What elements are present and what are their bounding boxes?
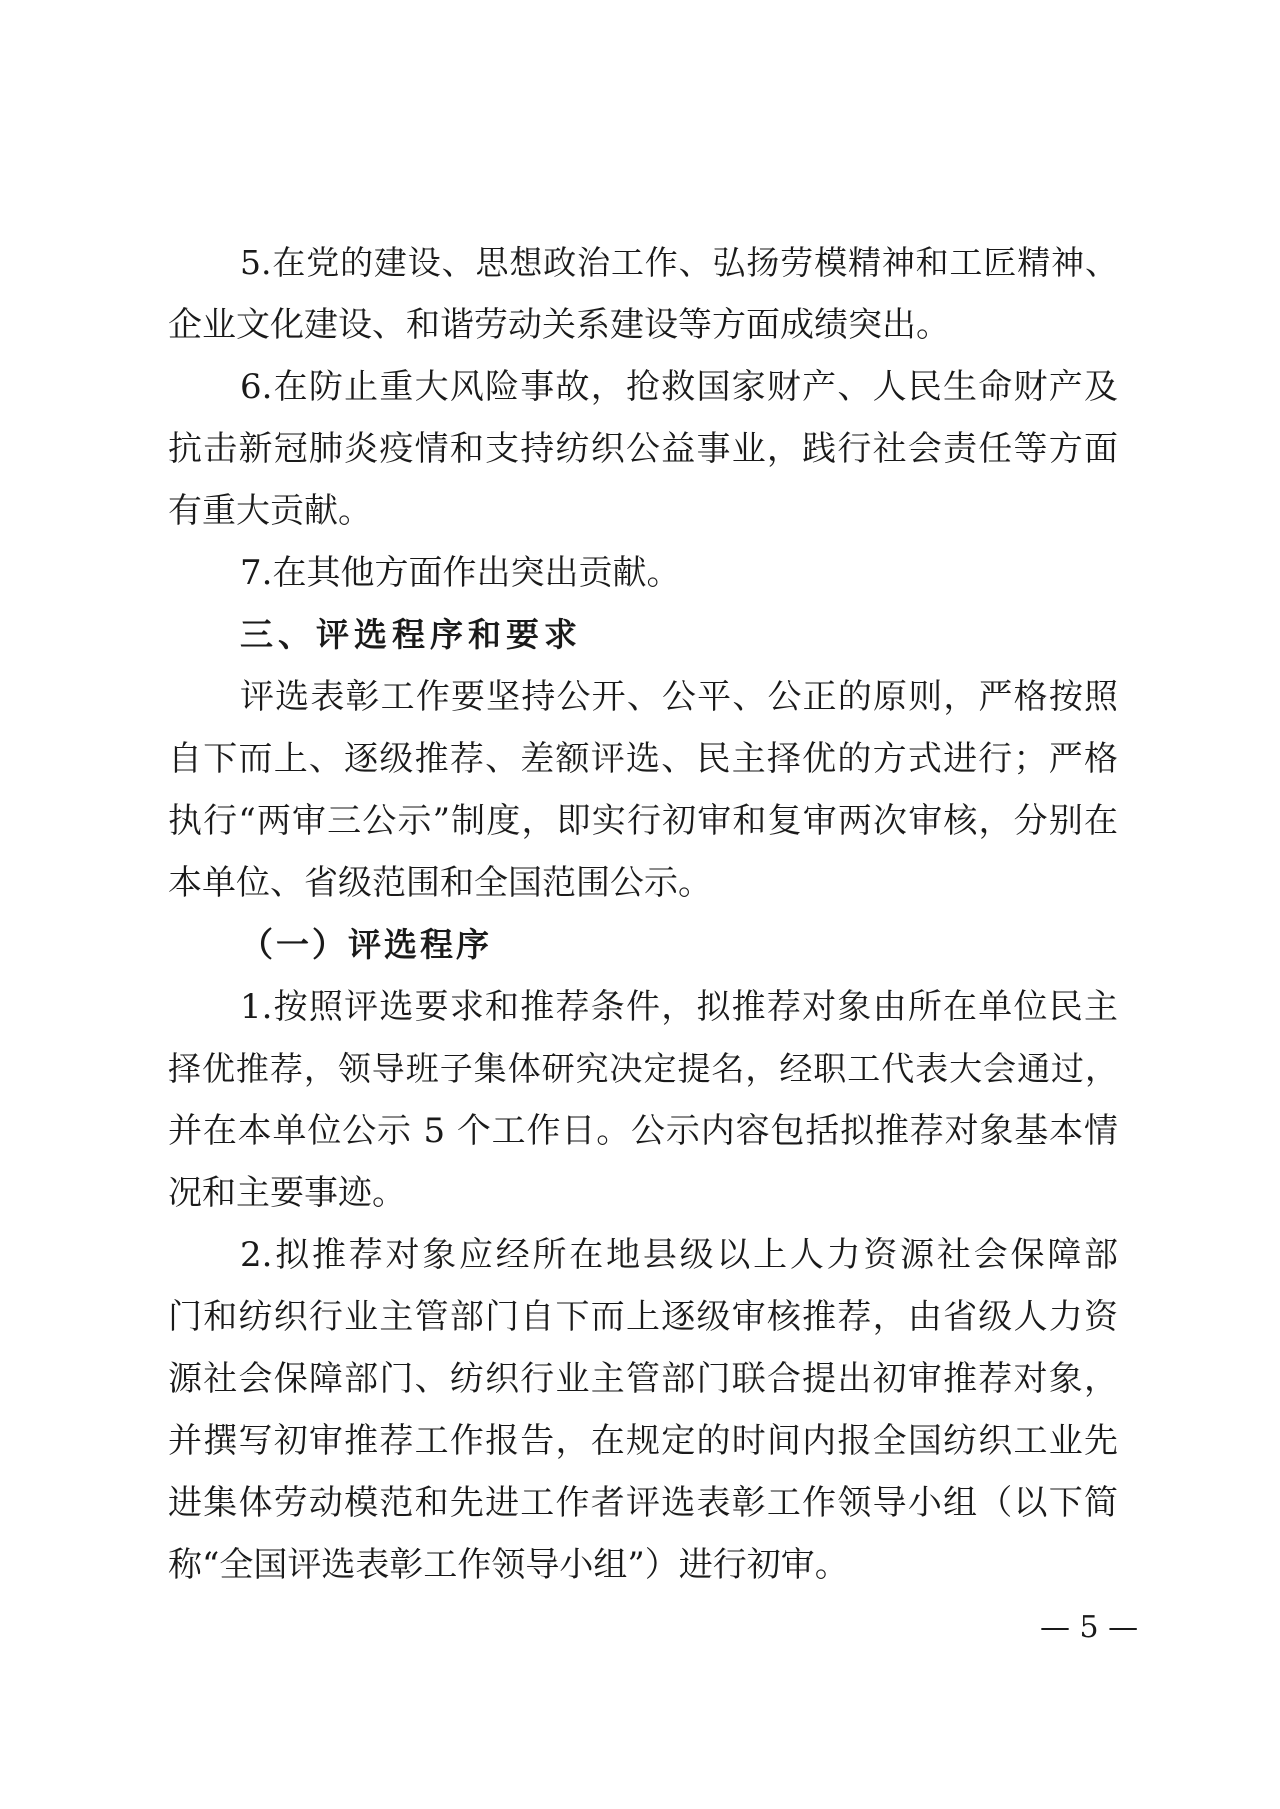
- paragraph-line: 况和主要事迹。: [168, 1173, 406, 1213]
- paragraph-line: 评选表彰工作要坚持公开、公平、公正的原则，严格按照: [240, 677, 1118, 717]
- page-number: — 5 —: [1040, 1610, 1139, 1645]
- subsection-heading: （一）评选程序: [240, 925, 492, 964]
- paragraph-line: 源社会保障部门、纺织行业主管部门联合提出初审推荐对象，: [168, 1359, 1118, 1399]
- paragraph-line: 并在本单位公示 5 个工作日。公示内容包括拟推荐对象基本情: [168, 1111, 1118, 1151]
- paragraph-line: 本单位、省级范围和全国范围公示。: [168, 863, 712, 903]
- paragraph-line: 择优推荐，领导班子集体研究决定提名，经职工代表大会通过，: [168, 1049, 1118, 1088]
- paragraph-line: 7.在其他方面作出突出贡献。: [240, 553, 681, 593]
- section-heading: 三、评选程序和要求: [240, 615, 582, 654]
- paragraph-line: 称“全国评选表彰工作领导小组”）进行初审。: [168, 1545, 849, 1585]
- paragraph-line: 1.按照评选要求和推荐条件，拟推荐对象由所在单位民主: [240, 987, 1118, 1027]
- paragraph-line: 并撰写初审推荐工作报告，在规定的时间内报全国纺织工业先: [168, 1421, 1118, 1461]
- paragraph-line: 2.拟推荐对象应经所在地县级以上人力资源社会保障部: [240, 1235, 1118, 1275]
- paragraph-line: 进集体劳动模范和先进工作者评选表彰工作领导小组（以下简: [168, 1483, 1118, 1523]
- paragraph-line: 执行“两审三公示”制度，即实行初审和复审两次审核，分别在: [168, 801, 1118, 841]
- paragraph-line: 有重大贡献。: [168, 491, 372, 531]
- paragraph-line: 6.在防止重大风险事故，抢救国家财产、人民生命财产及: [240, 367, 1118, 407]
- paragraph-line: 企业文化建设、和谐劳动关系建设等方面成绩突出。: [168, 305, 950, 345]
- paragraph-line: 门和纺织行业主管部门自下而上逐级审核推荐，由省级人力资: [168, 1297, 1118, 1337]
- paragraph-line: 抗击新冠肺炎疫情和支持纺织公益事业，践行社会责任等方面: [168, 429, 1118, 469]
- paragraph-line: 自下而上、逐级推荐、差额评选、民主择优的方式进行；严格: [168, 739, 1118, 779]
- paragraph-line: 5.在党的建设、思想政治工作、弘扬劳模精神和工匠精神、: [240, 243, 1118, 282]
